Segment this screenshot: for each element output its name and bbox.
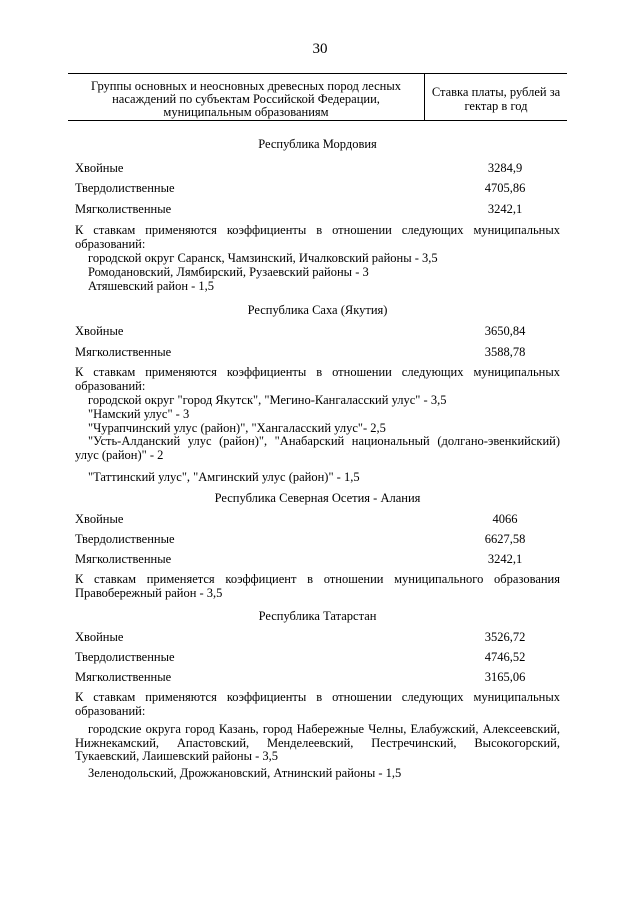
region-title-tatarstan: Республика Татарстан: [258, 609, 377, 623]
coefficient-item: "Таттинский улус", "Амгинский улус (район)" - 1,5: [88, 470, 360, 484]
rate-value: 3242,1: [487, 202, 523, 216]
rate-value: 4746,52: [484, 650, 526, 664]
species-name: Хвойные: [75, 324, 124, 338]
region-title-ossetia: Республика Северная Осетия - Алания: [214, 491, 421, 505]
rate-value: 3165,06: [484, 670, 526, 684]
rate-value: 4705,86: [484, 181, 526, 195]
species-name: Твердолиственные: [75, 181, 175, 195]
rate-value: 3242,1: [487, 552, 523, 566]
species-name: Твердолиственные: [75, 650, 175, 664]
rate-value: 3588,78: [484, 345, 526, 359]
coefficient-note: К ставкам применяются коэффициенты в отношении следующих муниципальных образований:: [75, 223, 560, 251]
rate-value: 6627,58: [484, 532, 526, 546]
species-name: Мягколиственные: [75, 552, 172, 566]
rate-value: 4066: [492, 512, 518, 526]
header-groups-column: Группы основных и неосновных древесных пород лесных насаждений по субъектам Российской Федерации, муниципальным образованиям: [91, 79, 401, 119]
coefficient-note: К ставкам применяется коэффициент в отношении муниципального образования Правобережный район - 3,5: [75, 572, 560, 600]
coefficient-item: Атяшевский район - 1,5: [88, 279, 215, 293]
region-title-mordovia: Республика Мордовия: [258, 137, 377, 151]
coefficient-note: К ставкам применяются коэффициенты в отношении следующих муниципальных образований:: [75, 365, 560, 393]
coefficient-item: "Чурапчинский улус (район)", "Хангаласский улус"- 2,5: [88, 421, 386, 435]
rate-value: 3650,84: [484, 324, 526, 338]
coefficient-note: К ставкам применяются коэффициенты в отношении следующих муниципальных образований:: [75, 690, 560, 718]
species-name: Мягколиственные: [75, 670, 172, 684]
coefficient-item: Ромодановский, Лямбирский, Рузаевский районы - 3: [88, 265, 369, 279]
coefficient-item: городской округ "город Якутск", "Мегино-Кангаласский улус" - 3,5: [88, 393, 447, 407]
species-name: Хвойные: [75, 630, 124, 644]
coefficient-item: городские округа город Казань, город Набережные Челны, Елабужский, Алексеевский, Нижнекамский, Апастовский, Менделеевский, Пестречинский, Высокогорский, Тукаевский, Лаишевский районы - 3,5: [75, 722, 560, 763]
page-number: 30: [312, 41, 328, 57]
table-header: [68, 73, 567, 121]
coefficient-item: "Усть-Алданский улус (район)", "Анабарский национальный (долгано-эвенкийский) улус (район)" - 2: [75, 434, 560, 462]
region-title-yakutia: Республика Саха (Якутия): [247, 303, 388, 317]
species-name: Хвойные: [75, 161, 124, 175]
coefficient-item: Зеленодольский, Дрожжановский, Атнинский районы - 1,5: [88, 766, 402, 780]
species-name: Хвойные: [75, 512, 124, 526]
header-rate-column: Ставка платы, рублей за гектар в год: [431, 85, 561, 113]
coefficient-item: городской округ Саранск, Чамзинский, Ичалковский районы - 3,5: [88, 251, 438, 265]
species-name: Мягколиственные: [75, 345, 172, 359]
rate-value: 3526,72: [484, 630, 526, 644]
coefficient-item: "Намский улус" - 3: [88, 407, 190, 421]
species-name: Мягколиственные: [75, 202, 172, 216]
species-name: Твердолиственные: [75, 532, 175, 546]
rate-value: 3284,9: [487, 161, 523, 175]
